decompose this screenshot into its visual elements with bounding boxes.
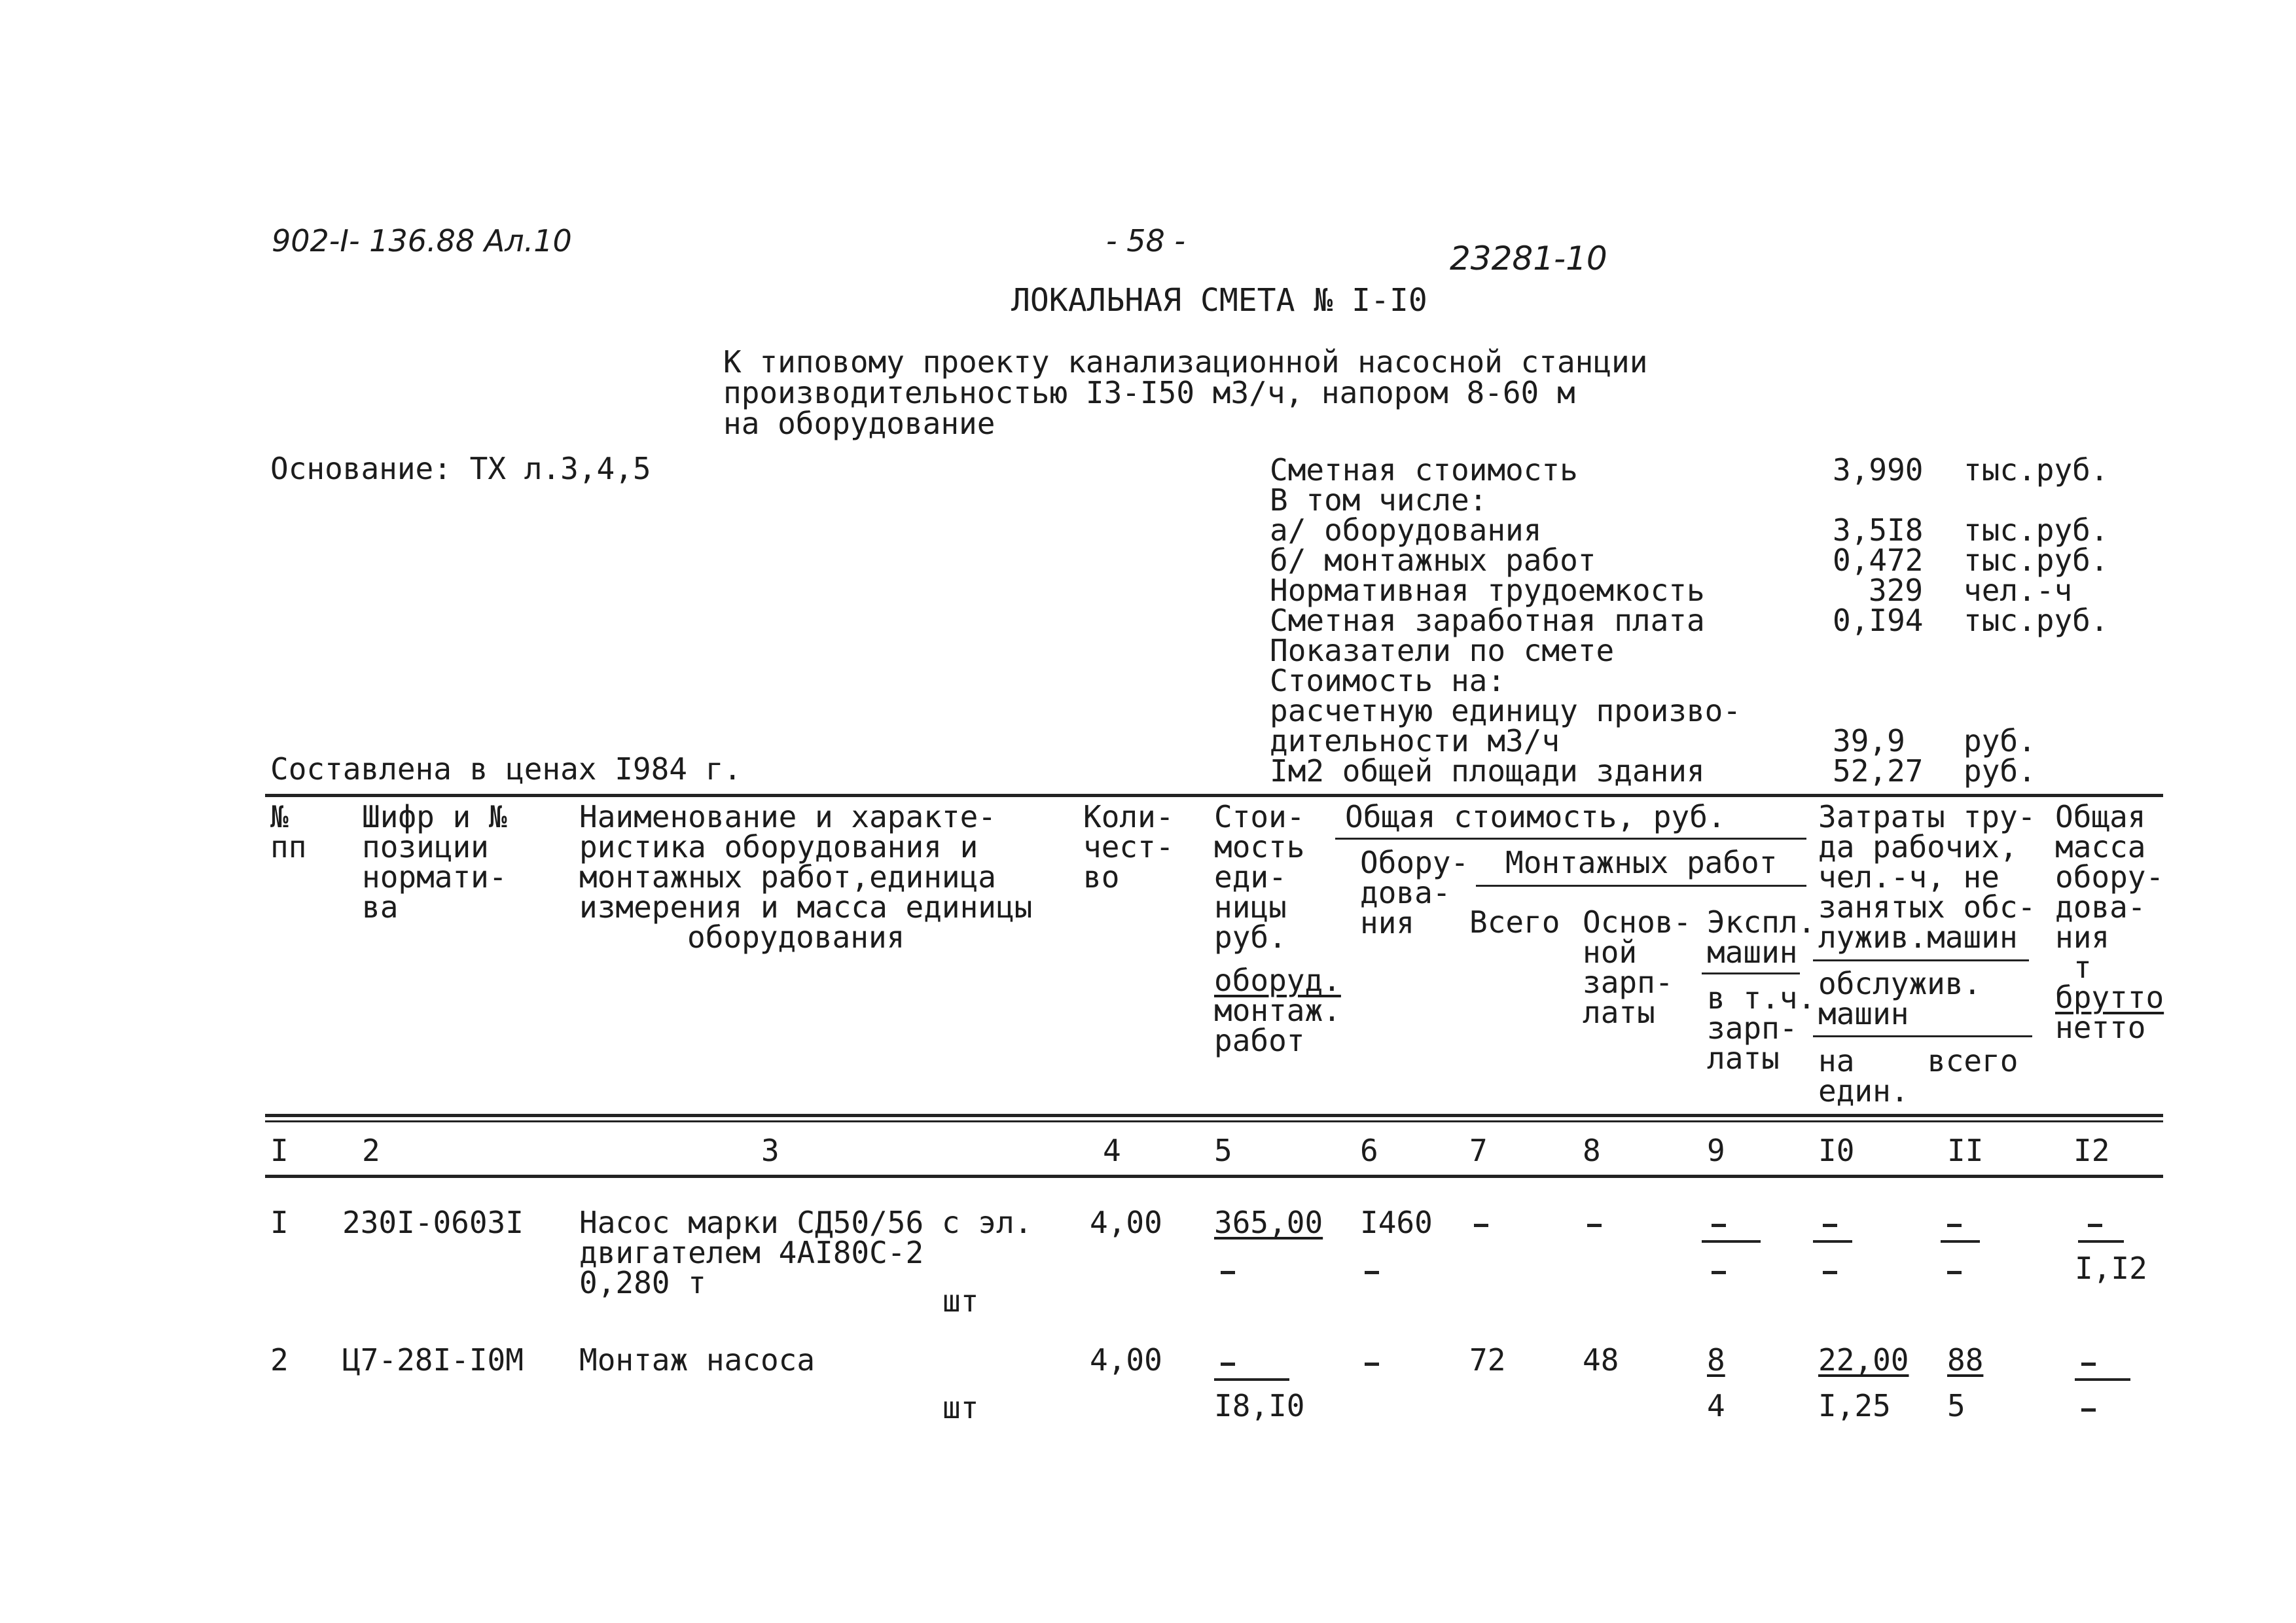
empty-dash [1947, 1224, 1962, 1227]
header-name: оборудования [687, 919, 905, 955]
header-rule [1476, 885, 1806, 887]
header-machine-service: обслужив. [1818, 966, 1982, 1001]
empty-fraction-bar [1702, 1240, 1761, 1243]
row-unit-price-equipment: 365,00 [1214, 1205, 1323, 1240]
header-name: монтажных работ,единица [579, 859, 996, 895]
row-labor-total: 88 [1947, 1342, 1984, 1378]
header-rule [1813, 1035, 2032, 1037]
empty-fraction-bar [1813, 1240, 1852, 1243]
column-number: 6 [1360, 1133, 1378, 1168]
header-mass: масса [2055, 829, 2146, 865]
header-unit-price: Стои- [1214, 799, 1305, 834]
summary-label: Показатели по смете [1270, 633, 1615, 668]
header-mounting-total: Всего [1469, 904, 1560, 940]
header-mass-net: нетто [2055, 1010, 2146, 1045]
row-machines: 8 [1707, 1342, 1725, 1378]
summary-value: 0,I94 [1833, 603, 1924, 638]
summary-label: В том числе: [1270, 482, 1488, 518]
page-title: ЛОКАЛЬНАЯ СМЕТА № I-I0 [1011, 282, 1427, 319]
header-number: № [270, 799, 289, 834]
header-mass: т [2073, 950, 2092, 985]
summary-unit: чел.-ч [1964, 573, 2073, 608]
summary-unit: тыс.руб. [1964, 543, 2109, 578]
basis-text: Основание: ТХ л.3,4,5 [270, 451, 651, 486]
prices-year-text: Составлена в ценах I984 г. [270, 751, 742, 787]
column-number: I [270, 1133, 289, 1168]
column-number: 5 [1214, 1133, 1232, 1168]
column-number: I0 [1818, 1133, 1855, 1168]
summary-label: дительности м3/ч [1270, 723, 1560, 758]
header-equipment-cost: ния [1360, 905, 1415, 940]
header-machine-service: машин [1818, 996, 1909, 1031]
header-code: позиции [362, 829, 489, 865]
summary-unit: тыс.руб. [1964, 603, 2109, 638]
summary-label: Стоимость на: [1270, 663, 1506, 698]
column-number: 4 [1103, 1133, 1121, 1168]
header-rule [1702, 972, 1800, 974]
column-number: I2 [2073, 1133, 2110, 1168]
subject-line-1: К типовому проекту канализационной насосной станции [723, 344, 1648, 380]
summary-value: 3,990 [1833, 452, 1924, 488]
header-equipment-cost: дова- [1360, 875, 1451, 910]
row-number: I [270, 1205, 289, 1240]
empty-dash [1712, 1224, 1726, 1227]
empty-dash [1365, 1363, 1379, 1366]
header-code: ва [362, 889, 399, 925]
header-name: Наименование и характе- [579, 799, 996, 834]
inventory-number: 23281-10 [1450, 240, 1607, 277]
row-name: 0,280 т [579, 1265, 706, 1300]
empty-fraction-bar [1941, 1240, 1980, 1243]
header-mounting-group: Монтажных работ [1505, 845, 1778, 880]
row-code: 230I-0603I [342, 1205, 524, 1240]
empty-fraction-bar [2075, 1378, 2130, 1381]
row-unit-price-mounting: I8,I0 [1214, 1388, 1305, 1423]
header-mass: обору- [2055, 859, 2164, 895]
summary-label: Сметная стоимость [1270, 452, 1578, 488]
summary-value: 0,472 [1833, 543, 1924, 578]
summary-label: Нормативная трудоемкость [1270, 573, 1705, 608]
empty-dash [1947, 1271, 1962, 1274]
row-wages: 48 [1583, 1342, 1619, 1378]
header-unit-price: еди- [1214, 859, 1287, 895]
summary-label: Iм2 общей площади здания [1270, 753, 1705, 789]
empty-dash [1221, 1363, 1235, 1366]
summary-unit: руб. [1964, 723, 2036, 758]
column-number: 7 [1469, 1133, 1488, 1168]
summary-unit: тыс.руб. [1964, 452, 2109, 488]
row-quantity: 4,00 [1090, 1205, 1162, 1240]
summary-unit: руб. [1964, 753, 2036, 789]
document-code: 902-I- 136.88 Ал.10 [272, 223, 572, 259]
header-per-unit: един. [1818, 1073, 1909, 1109]
row-labor-machine-total: 5 [1947, 1388, 1965, 1423]
fraction-bar [1214, 1378, 1289, 1381]
header-mass-gross: брутто [2055, 980, 2164, 1015]
header-unit-price: руб. [1214, 919, 1287, 955]
row-name: Монтаж насоса [579, 1342, 816, 1378]
header-mass: ния [2055, 919, 2110, 955]
header-bottom-rule [265, 1120, 2163, 1122]
summary-label: б/ монтажных работ [1270, 543, 1596, 578]
header-machines-wages: в т.ч. [1707, 980, 1816, 1016]
header-per-unit: на [1818, 1043, 1855, 1079]
header-unit-price-mounting: работ [1214, 1023, 1305, 1058]
summary-unit: тыс.руб. [1964, 512, 2109, 548]
page-number: - 58 - [1106, 223, 1185, 259]
header-total-cost-group: Общая стоимость, руб. [1345, 799, 1726, 834]
column-number: 8 [1583, 1133, 1601, 1168]
row-mass-net: I,I2 [2075, 1251, 2147, 1286]
header-bottom-rule [265, 1114, 2163, 1117]
column-number-rule [265, 1175, 2163, 1178]
row-name: Насос марки СД50/56 с эл. [579, 1205, 1033, 1240]
row-unit: шт [942, 1390, 979, 1425]
column-number: 9 [1707, 1133, 1725, 1168]
row-labor-per-unit: 22,00 [1818, 1342, 1909, 1378]
summary-label: Сметная заработная плата [1270, 603, 1705, 638]
header-wages: ной [1583, 935, 1638, 970]
subject-line-3: на оборудование [723, 406, 996, 441]
empty-dash [2081, 1408, 2096, 1412]
subject-line-2: производительностью I3-I50 м3/ч, напором 8-60 м [723, 375, 1575, 410]
header-labor-group: да рабочих, [1818, 829, 2018, 865]
table-top-rule [265, 794, 2163, 797]
summary-label: расчетную единицу произво- [1270, 693, 1742, 728]
row-machines-wages: 4 [1707, 1388, 1725, 1423]
column-number: 2 [362, 1133, 380, 1168]
summary-label: а/ оборудования [1270, 512, 1542, 548]
row-number: 2 [270, 1342, 289, 1378]
header-machines: Экспл. [1707, 904, 1816, 940]
header-machines-wages: латы [1707, 1041, 1780, 1076]
header-machines-wages: зарп- [1707, 1010, 1798, 1046]
empty-fraction-bar [2078, 1240, 2124, 1243]
row-code: Ц7-28I-I0М [342, 1342, 524, 1378]
header-machines: машин [1707, 935, 1798, 970]
summary-value: 52,27 [1833, 753, 1924, 789]
empty-dash [1823, 1271, 1837, 1274]
header-code: Шифр и № [362, 799, 507, 834]
header-unit-price: мость [1214, 829, 1305, 865]
header-unit-price: ницы [1214, 889, 1287, 925]
header-wages: зарп- [1583, 965, 1674, 1000]
empty-dash [1365, 1271, 1379, 1274]
header-mass: дова- [2055, 889, 2146, 925]
header-unit-price-equipment: оборуд. [1214, 963, 1341, 998]
header-equipment-cost: Обору- [1360, 845, 1469, 880]
empty-dash [1712, 1271, 1726, 1274]
header-labor-group: лужив.машин [1818, 919, 2018, 955]
header-quantity: Коли- [1083, 799, 1174, 834]
summary-value: 329 [1869, 573, 1924, 608]
empty-dash [2088, 1224, 2102, 1227]
empty-dash [1823, 1224, 1837, 1227]
header-mass: Общая [2055, 799, 2146, 834]
header-rule [1813, 959, 2029, 961]
summary-value: 39,9 [1833, 723, 1905, 758]
header-code: нормати- [362, 859, 507, 895]
header-labor-group: занятых обс- [1818, 889, 2036, 925]
column-number: II [1947, 1133, 1984, 1168]
header-name: ристика оборудования и [579, 829, 978, 865]
row-equipment-cost: I460 [1360, 1205, 1433, 1240]
header-name: измерения и масса единицы [579, 889, 1033, 925]
header-unit-price-mounting: монтаж. [1214, 993, 1341, 1028]
empty-dash [2081, 1363, 2096, 1366]
row-name: двигателем 4АI80С-2 [579, 1235, 924, 1270]
header-quantity: во [1083, 859, 1120, 895]
header-labor-group: Затраты тру- [1818, 799, 2036, 834]
row-unit: шт [942, 1283, 979, 1319]
header-quantity: чест- [1083, 829, 1174, 865]
header-number: пп [270, 829, 307, 865]
empty-dash [1474, 1224, 1488, 1227]
column-number: 3 [761, 1133, 780, 1168]
header-labor-group: чел.-ч, не [1818, 859, 2000, 895]
header-wages: латы [1583, 995, 1655, 1030]
header-rule [1335, 838, 1806, 840]
empty-dash [1221, 1271, 1235, 1274]
header-wages: Основ- [1583, 904, 1692, 940]
empty-dash [1587, 1224, 1602, 1227]
header-total: всего [1928, 1043, 2018, 1079]
row-labor-machine-per-unit: I,25 [1818, 1388, 1891, 1423]
summary-value: 3,5I8 [1833, 512, 1924, 548]
row-quantity: 4,00 [1090, 1342, 1162, 1378]
row-mounting-total: 72 [1469, 1342, 1506, 1378]
